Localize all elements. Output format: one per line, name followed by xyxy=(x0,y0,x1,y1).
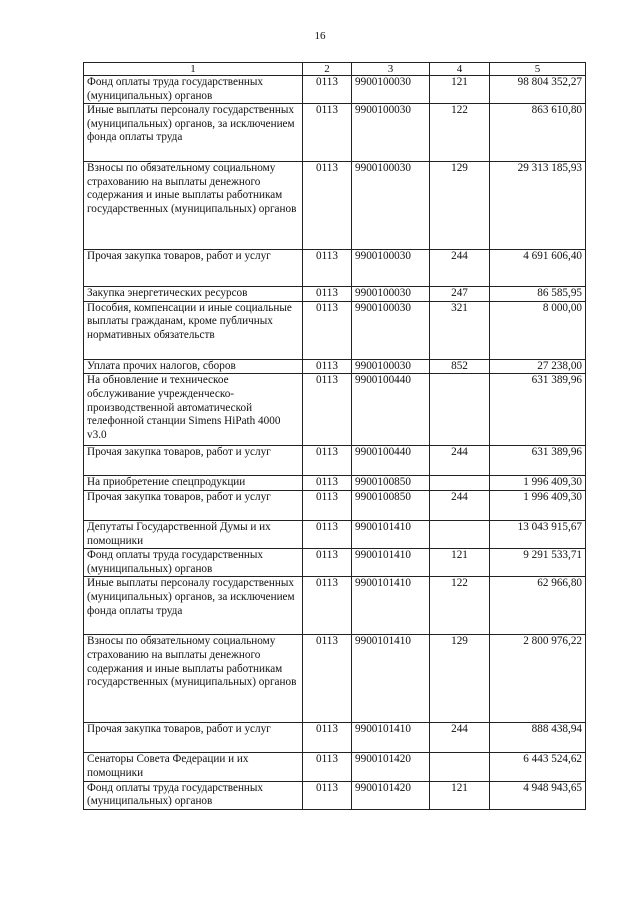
row-exp-type: 244 xyxy=(430,446,490,476)
row-amount: 631 389,96 xyxy=(490,446,586,476)
row-section: 0113 xyxy=(303,359,352,374)
row-exp-type: 244 xyxy=(430,490,490,520)
table-row xyxy=(84,162,586,250)
row-target: 9900100440 xyxy=(352,374,430,446)
table-row xyxy=(84,446,586,476)
row-exp-type xyxy=(430,753,490,781)
row-target: 9900101410 xyxy=(352,549,430,577)
table-row xyxy=(84,476,586,491)
row-name: Иные выплаты персоналу государственных (муниципальных) органов, за исключением фонда оплаты труда xyxy=(84,104,303,162)
row-exp-type: 129 xyxy=(430,162,490,250)
row-name: Взносы по обязательному социальному страхованию на выплаты денежного содержания и иные выплаты работникам государственных (муниципальных) органов xyxy=(84,635,303,723)
table-row xyxy=(84,723,586,753)
budget-table xyxy=(83,62,586,810)
row-section: 0113 xyxy=(303,287,352,302)
row-amount: 86 585,95 xyxy=(490,287,586,302)
page-number: 16 xyxy=(314,30,326,42)
row-exp-type: 121 xyxy=(430,781,490,809)
row-name: Сенаторы Совета Федерации и их помощники xyxy=(84,753,303,781)
header-col-3: 3 xyxy=(352,63,430,76)
row-target: 9900100030 xyxy=(352,250,430,287)
row-name: Взносы по обязательному социальному страхованию на выплаты денежного содержания и иные выплаты работникам государственных (муниципальных) органов xyxy=(84,162,303,250)
row-target: 9900101410 xyxy=(352,635,430,723)
row-target: 9900100440 xyxy=(352,446,430,476)
row-section: 0113 xyxy=(303,781,352,809)
row-section: 0113 xyxy=(303,374,352,446)
row-section: 0113 xyxy=(303,104,352,162)
row-name: Иные выплаты персоналу государственных (муниципальных) органов, за исключением фонда оплаты труда xyxy=(84,577,303,635)
header-row xyxy=(84,63,586,76)
row-exp-type: 244 xyxy=(430,250,490,287)
row-name: Уплата прочих налогов, сборов xyxy=(84,359,303,374)
row-name: На обновление и техническое обслуживание учрежденческо-производственной автоматической телефонной станции Simens HiPath 4000 v3.0 xyxy=(84,374,303,446)
row-name: Депутаты Государственной Думы и их помощники xyxy=(84,520,303,548)
row-target: 9900100030 xyxy=(352,287,430,302)
row-amount: 4 948 943,65 xyxy=(490,781,586,809)
row-section: 0113 xyxy=(303,76,352,104)
row-amount: 863 610,80 xyxy=(490,104,586,162)
row-name: На приобретение спецпродукции xyxy=(84,476,303,491)
row-target: 9900100030 xyxy=(352,162,430,250)
row-section: 0113 xyxy=(303,577,352,635)
row-section: 0113 xyxy=(303,162,352,250)
row-exp-type xyxy=(430,476,490,491)
row-exp-type: 321 xyxy=(430,301,490,359)
row-name: Фонд оплаты труда государственных (муниципальных) органов xyxy=(84,549,303,577)
row-amount: 631 389,96 xyxy=(490,374,586,446)
row-name: Фонд оплаты труда государственных (муниципальных) органов xyxy=(84,781,303,809)
table-row xyxy=(84,577,586,635)
row-exp-type: 244 xyxy=(430,723,490,753)
row-name: Прочая закупка товаров, работ и услуг xyxy=(84,446,303,476)
row-name: Прочая закупка товаров, работ и услуг xyxy=(84,490,303,520)
row-exp-type: 121 xyxy=(430,549,490,577)
row-exp-type: 121 xyxy=(430,76,490,104)
row-exp-type xyxy=(430,520,490,548)
row-target: 9900101410 xyxy=(352,520,430,548)
header-col-1: 1 xyxy=(84,63,303,76)
row-section: 0113 xyxy=(303,723,352,753)
row-section: 0113 xyxy=(303,301,352,359)
row-target: 9900100850 xyxy=(352,476,430,491)
row-target: 9900100850 xyxy=(352,490,430,520)
row-target: 9900101420 xyxy=(352,753,430,781)
table-row xyxy=(84,635,586,723)
table-row xyxy=(84,301,586,359)
row-exp-type: 247 xyxy=(430,287,490,302)
row-section: 0113 xyxy=(303,520,352,548)
row-amount: 29 313 185,93 xyxy=(490,162,586,250)
row-section: 0113 xyxy=(303,753,352,781)
row-amount: 8 000,00 xyxy=(490,301,586,359)
row-exp-type: 122 xyxy=(430,577,490,635)
table-row xyxy=(84,753,586,781)
row-amount: 4 691 606,40 xyxy=(490,250,586,287)
table-row xyxy=(84,287,586,302)
row-amount: 62 966,80 xyxy=(490,577,586,635)
table-row xyxy=(84,250,586,287)
table-row xyxy=(84,374,586,446)
row-target: 9900100030 xyxy=(352,301,430,359)
row-exp-type xyxy=(430,374,490,446)
table-row xyxy=(84,359,586,374)
row-exp-type: 129 xyxy=(430,635,490,723)
table-row xyxy=(84,781,586,809)
row-section: 0113 xyxy=(303,446,352,476)
row-name: Прочая закупка товаров, работ и услуг xyxy=(84,723,303,753)
row-amount: 27 238,00 xyxy=(490,359,586,374)
table-row xyxy=(84,104,586,162)
header-col-2: 2 xyxy=(303,63,352,76)
row-target: 9900101410 xyxy=(352,723,430,753)
header-col-5: 5 xyxy=(490,63,586,76)
row-amount: 98 804 352,27 xyxy=(490,76,586,104)
table-row xyxy=(84,520,586,548)
row-target: 9900100030 xyxy=(352,359,430,374)
row-exp-type: 852 xyxy=(430,359,490,374)
row-amount: 9 291 533,71 xyxy=(490,549,586,577)
row-amount: 888 438,94 xyxy=(490,723,586,753)
row-name: Фонд оплаты труда государственных (муниципальных) органов xyxy=(84,76,303,104)
table-row xyxy=(84,76,586,104)
header-col-4: 4 xyxy=(430,63,490,76)
row-name: Прочая закупка товаров, работ и услуг xyxy=(84,250,303,287)
table-row xyxy=(84,490,586,520)
row-amount: 2 800 976,22 xyxy=(490,635,586,723)
row-target: 9900100030 xyxy=(352,76,430,104)
row-section: 0113 xyxy=(303,250,352,287)
row-section: 0113 xyxy=(303,490,352,520)
row-amount: 6 443 524,62 xyxy=(490,753,586,781)
row-section: 0113 xyxy=(303,635,352,723)
row-amount: 13 043 915,67 xyxy=(490,520,586,548)
row-amount: 1 996 409,30 xyxy=(490,490,586,520)
row-name: Пособия, компенсации и иные социальные выплаты гражданам, кроме публичных нормативных обязательств xyxy=(84,301,303,359)
row-name: Закупка энергетических ресурсов xyxy=(84,287,303,302)
row-target: 9900101420 xyxy=(352,781,430,809)
row-exp-type: 122 xyxy=(430,104,490,162)
row-section: 0113 xyxy=(303,476,352,491)
row-target: 9900101410 xyxy=(352,577,430,635)
row-target: 9900100030 xyxy=(352,104,430,162)
row-section: 0113 xyxy=(303,549,352,577)
row-amount: 1 996 409,30 xyxy=(490,476,586,491)
table-row xyxy=(84,549,586,577)
